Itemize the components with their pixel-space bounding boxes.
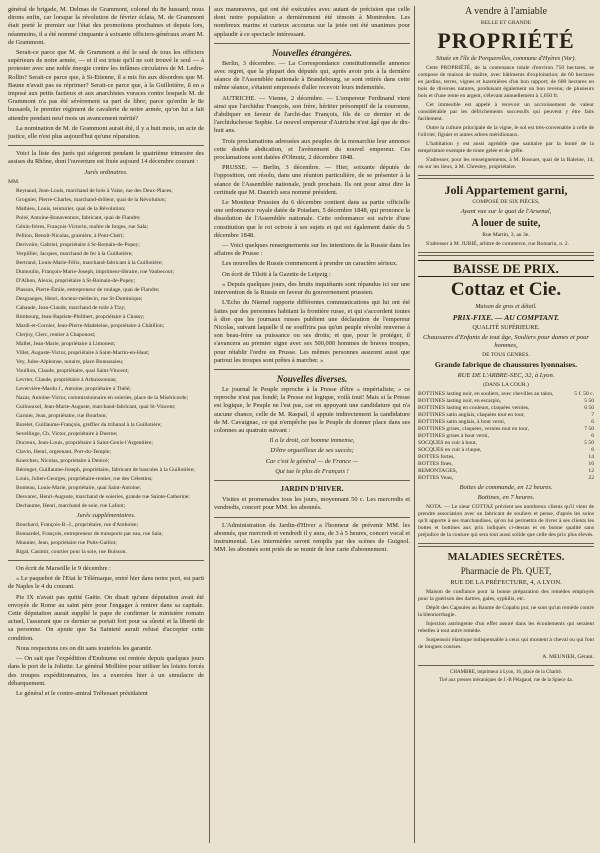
jury-entry: Génin-frères, François-Victorin, maître de forges, rue Sala; [16, 223, 149, 230]
divider [8, 145, 204, 146]
jury-entry: Vey, Jules-Alphonse, notaire, place Bonnassieu; [16, 358, 124, 365]
ad-text: (DANS LA COUR.) [483, 381, 529, 388]
price-value: 7 [591, 411, 594, 418]
ad-emphasis: Grande fabrique de chaussures lyonnaises. [434, 360, 578, 370]
verse-line: Qui tue le plus de Français ! [275, 467, 349, 475]
printer-imprint: CHAMBRE, imprimeur à Lyon, 16, place de la Charité. [450, 670, 562, 676]
price-row [418, 412, 594, 419]
jury-entry: Munnier, Jean, propriétaire rue Puits-Gaillot; [16, 540, 117, 547]
ad-title: A vendre à l'amiable [464, 6, 548, 17]
article-text: Visites et promenades tous les jours, moyennant 50 c. Les mercredis et vendredis, concert pour MM. les abonnés. [214, 496, 410, 512]
price-value: 6 [591, 418, 594, 425]
jury-entry: Bouchard, François-B.-J., propriétaire, rue d'Amboise; [16, 522, 139, 529]
jury-entry: Clerjoy, Clerc, rentier à Chaponost; [16, 331, 96, 338]
article-text: Les nouvelles de Russie commencent à prendre un caractère sérieux. [222, 260, 398, 268]
jury-entry: Dumoulin, François-Marie-Joseph, imprimeur-libraire, rue Vaubecour; [16, 268, 175, 275]
verse-line: Car c'est le général — de France — [265, 457, 359, 465]
ad-address: Rue Martin, 3, au 3e. [482, 232, 530, 239]
article-text: On écrit de Tilsitt à la Gazette de Leipzig : [222, 270, 331, 278]
jury-entry: Pellion, Benoît-Nicolas, gramière, à Pont-Chéri; [16, 232, 124, 239]
price-row [418, 398, 594, 405]
divider [418, 252, 594, 256]
ad-nota: NOTA. — Le sieur COTTAZ prévient ses nombreux clients qu'il vient de prendre association avec un fabricant de souliers et pense, d'après les soins qu'il apporte à ses marchandises, qu'on lui permettra de livrer à ses clients les bottes et bottines aux prix indiqués ci-dessus et en bonne qualité sans préjudice de la couture qui sera tout aussi solide que celle des prix plus élevés. [418, 504, 594, 539]
article-text: Le général et le contre-amiral Tréhouart présidaient [16, 689, 148, 697]
ad-text: Cette PROPRIÉTÉ, de la contenance totale d'environ 750 hectares, se compose de maison de maître, avec bâtiments d'exploitation; de 60 hectares en jardins, terres, vignes et luzernières d'un bon rapport; de 600 hectares en bois de diverses natures, produisant également un bon revenu; de plusieurs bois et d'une rente en argent, s'élevant annuellement à 1,050 fr. [418, 65, 594, 100]
jury-entry: Sevellinge, Ch. Victor, propriétaire à Duerne; [16, 430, 118, 437]
ad-text: L'habitation y est aussi agréable que sanitaire par la bonté de la température exempte de toute gelée et de grêle. [418, 141, 594, 155]
jury-entry: Villet, Auguste-Victor, propriétaire à Saint-Martin-en-Haut; [16, 349, 150, 356]
jury-entry: Bérenger, Guillaume-Joseph, propriétaire, fabricant de bascules à la Guillotière; [16, 466, 195, 473]
jury-entry: Poiré, Antoine-Bonaventure, fabricant, quai de Flandre; [16, 214, 141, 221]
price-item: BOTTINES satin anglais, à bout verni, [418, 418, 506, 425]
price-item: REMONTAGES, [418, 467, 458, 474]
ad-text: DE TOUS GENRES. [482, 352, 530, 359]
jury-entry: Verpillier, Jacques, marchand de fer à la Guillotière; [16, 250, 133, 257]
ad-text: Dépôt des Capsules au Baume de Copahu pur, ne sont qu'un remède contre la blennorrhagie. [418, 605, 594, 619]
price-row [418, 461, 594, 468]
jury-entry: Ducreux, Jean-Louis, propriétaire à Saint-Genis-l'Argentière; [16, 439, 153, 446]
price-value: 12 [588, 467, 594, 474]
jury-entry: Clavin, Henri, orgeenant, Port-du-Temple; [16, 448, 111, 455]
jury-entry: Vouillon, Claude, propriétaire, quai Saint-Vincent; [16, 367, 129, 374]
gerant-signature: A. MEUNIER, Gérant. [542, 654, 594, 661]
price-item: BOTTINES grises à bout verni, [418, 432, 489, 439]
jury-entry: Bonteau, Louis-Marie, propriétaire, quai Saint-Antoine; [16, 484, 142, 491]
section-heading-diverses: Nouvelles diverses. [276, 373, 348, 384]
ad-text: Ayant vue sur le quai de l'Arsenal, [460, 208, 552, 216]
divider [214, 517, 410, 518]
jury-entry: Cabaude, Jean-Claude, marchand de toile à Tizy; [16, 304, 126, 311]
divider [214, 480, 410, 481]
price-item: BOTTINES satin anglais, claquées tout en tour, [418, 411, 525, 418]
jury-entry: Bertrand, Louis-Marie-Félix, marchand-fabricant à la Guillotière; [16, 259, 163, 266]
article-text: L'Administration du Jardin-d'Hiver a l'honneur de prévenir MM. les abonnés, que mercredi et vendredi il y aura, de 3 à 5 heures, concert vocal et instrumental. Les intermèdes seront remplis par des scènes de Guignol. MM. les abonnés sont priés de se munir de leur carte d'abonnement. [214, 521, 410, 554]
jury-entry: Garnier, Jean, propriétaire, rue Bourbon; [16, 412, 107, 419]
price-item: BOTTINES lasting noir, en escarpin, [418, 397, 502, 404]
jury-list [8, 188, 204, 510]
price-item: SOCQUES en cuir à bout, [418, 439, 477, 446]
divider [418, 175, 594, 179]
jury-entry: Mardi-et-Cornier, Jean-Pierre-Madeleine, propriétaire à Châtillon; [16, 322, 165, 329]
jury-entry: Desvarec, Henri-Auguste, marchand de soieries, grande rue Sainte-Catherine; [16, 493, 190, 500]
jury-entry: Levrier, Claude, propriétaire à Arbuissonnas; [16, 376, 117, 383]
article-text: Serait-ce parce que M. de Grammont a été le seul de tous les officiers supérieurs de notre armée, — et il est triste qu'il ne soit trouvé le seul — à protester avec une noble énergie contre les infâmes circulaires de M. Ledru-Rollin? Serait-ce parce que, à St-Etienne, il a mis fin aux désordres que M. Baune n'avait pas su réprimer? Serait-ce parce que, à la Guillotière, il en a imposé aux petits factieux et aux anarchistes voraces contre lesquels M. de Grammont n'a pas été sévèrement sa part de libre; parce qu'enfin le 8e hussards, le premier régiment de cavalerie de notre armée, qu'on lui a fait attendre pendant neuf mois un avancement mérité? [8, 49, 204, 122]
price-row [418, 391, 594, 398]
jury-entry: Grognier, Pierre-Charles, marchand-drôleur, quai de la Révolution; [16, 196, 167, 203]
ad-text: QUALITÉ SUPÉRIEURE. [472, 323, 540, 331]
ad-subtitle: BELLE ET GRANDE [480, 20, 532, 26]
ad-address: RUE DE L'ARBRE-SEC, 32, à Lyon. [457, 371, 555, 379]
ad-text: Maison de gros et détail. [475, 303, 537, 311]
price-item: BOTTES fortes, [418, 453, 455, 460]
ad-headline: MALADIES SECRÈTES. [447, 552, 565, 564]
jury-entry: Louis, Julien-Georges, propriétaire-rentier, rue des Célestins; [16, 475, 153, 482]
ad-cottaz [418, 260, 594, 539]
ad-maladies [418, 551, 594, 651]
price-item: BOTTINES lasting noir, en souliers, avec chevilles au talon, [418, 390, 554, 397]
ad-text: S'adresser, pour les renseignements, à M. Bossuet, quai de la Baleine, 14; ou sur les lieux, à M. Chrestey, propriétaire. [418, 157, 594, 171]
price-item: BOTTINES grises, claquées, vernies tout en tour, [418, 425, 529, 432]
ad-text: Bottines, en 7 heures. [477, 494, 535, 502]
divider [418, 665, 594, 666]
article-text: aux manœuvres, qui ont été exécutées avec autant de précision que celle dont notre population a dernièrement été témoin à Montredon. Les nombreux marins et curieux accourus sur la jetée ont été unanimes pour applaudir à ce spectacle intéressant. [214, 6, 410, 38]
ad-text: Injection astringente d'un effet assuré dans les écoulements qui seraient rebelles à tout autre remède. [418, 621, 594, 635]
section-heading-jardin: JARDIN D'HIVER. [280, 483, 344, 493]
jury-entry: Levervière-Mardu J., Antoine, propriétaire à Thélé; [16, 385, 131, 392]
column-rule [414, 6, 415, 843]
jury-entry: Derivoire, Gabriel, propriétaire à St-Romain-de-Popey; [16, 241, 140, 248]
article-text: Voici la liste des jurés qui siégeront pendant le quatrième trimestre des assises du Rhône, dont l'ouverture est fixée aujourd 14 décembre courant : [8, 150, 204, 166]
article-text: Pie IX n'avait pas quitté Gaëte. On disait qu'une députation avait été envoyée de Rome au saint père pour l'engager à rentrer dans sa capitale. Cette députation aurait supplié le pape de confirmer le ministère romain actuel, l'assurant que ce dernier se portait fort pour sa sûreté et la liberté de sa personne. On ajoute que Sa Sainteté aurait refusé d'accepter cette condition. [8, 593, 204, 642]
section-heading-etrangeres: Nouvelles étrangères. [272, 47, 352, 58]
jury-entry: Nazar, Antoine-Victor, commissionnaire en soieries, place de la Miséricorde; [16, 394, 189, 401]
price-row [418, 454, 594, 461]
ad-text: Chaussures d'Enfants de tout âge, Souliers pour dames et pour hommes, [422, 334, 589, 350]
jury-entry: Burelet, Guillaume-François, greffier du tribunal à la Guillotière; [16, 421, 162, 428]
price-value: 14 [588, 453, 594, 460]
price-value: 22 [588, 474, 594, 481]
article-text: La nomination de M. de Grammont aurait été, il y a huit mois, un acte de justice, elle n'est plus aujourd'hui qu'une réparation. [8, 124, 204, 141]
ad-company: Pharmacie de Ph. QUET, [460, 566, 552, 577]
price-row [418, 468, 594, 475]
price-value: 6 [591, 446, 594, 453]
article-text: PRUSSE. — Berlin, 3 décembre. — Hier, soixante députés de l'opposition, ont résolu, dans une réunion particulière, de se présenter à la séance de l'Assemblée nationale, jeudi prochain. Ils ont pour ainsi dire la certitude que M. Daurich sera nommé président. [214, 164, 410, 196]
price-value: 6 50 [584, 404, 594, 411]
jury-entry: Guilnouxel, Jean-Marie-Auguste, marchand-fabricant, quai St-Vincent; [16, 403, 176, 410]
jury-entry: Bonnardel, François, entrepreneur de transports par eau, rue Sala; [16, 531, 163, 538]
jury-entry: Rigal, Casimir, courtier pour la soie, rue Buisson. [16, 549, 127, 556]
article-text: Nous respectons ces on dit sans toutefois les garantir. [16, 644, 153, 652]
ad-headline: PROPRIÉTÉ [437, 28, 575, 53]
ad-emphasis: A louer de suite, [471, 218, 541, 230]
article-text: Trois proclamations adressées aux peuples de la monarchie leur annonce cette double abdication, et l'avènement du nouvel empereur. Ces proclamations sont datées d'Olmutz, 2 décembre 1848. [214, 137, 410, 162]
ad-text: Maison de confiance pour la bonne préparation des remèdes employés pour la guérison des dartres, gales, syphilis, etc. [418, 589, 594, 603]
ad-headline: BAISSE DE PRIX. [418, 260, 594, 277]
jury-entry: Rimbourg, Jean-Baptiste-Philibert, propriétaire à Chassy; [16, 313, 145, 320]
price-value: 7 50 [584, 425, 594, 432]
price-row [418, 440, 594, 447]
jury-entry: Dechaume, Henri, marchand de soie, rue Lafont; [16, 502, 126, 509]
verse-line: D'être orgueilleux de ses succès; [270, 447, 354, 455]
price-row [418, 405, 594, 412]
article-text: AUTRICHE. — Vienne, 2 décembre. — L'empereur Ferdinand vient ainsi que l'archiduc François, son frère, héritier présomptif de la couronne, d'abdiquer en faveur de l'archi-duc François, fils de ce dernier et de l'archiduchesse Sophie. Le nouvel empereur d'Autriche n'est âgé que de dix-huit ans. [214, 94, 410, 135]
price-value: 5 50 [584, 439, 594, 446]
price-row [418, 475, 594, 482]
divider [8, 560, 204, 561]
ad-text: Suspensoir élastique indispensable à ceux qui montent à cheval ou qui font de longues courses. [418, 637, 594, 651]
divider [214, 43, 410, 44]
ad-propriete [418, 6, 594, 171]
ad-headline: Joli Appartement garni, [444, 183, 568, 198]
article-text: On écrit de Marseille le 9 décembre : [16, 565, 111, 573]
column-middle [214, 6, 410, 843]
price-value: 16 [588, 460, 594, 467]
divider [418, 543, 594, 547]
ad-text: Bottes de commande, en 12 heures. [459, 483, 553, 491]
jury-entry: Plasson, Pierre-Émile, entrepreneur de roulage, quai de Flandre; [16, 286, 160, 293]
column-ads [418, 6, 594, 843]
ad-appartement [418, 183, 594, 248]
jury-mm: MM. [8, 178, 20, 185]
price-value: 6 [591, 432, 594, 439]
price-value: 5 f. 50 c. [574, 390, 594, 397]
article-text: — On sait que l'expédition d'Endoume est rentrée depuis quelques jours dans le port de la Joliette. Le général Mollière pour utiliser les loisirs forcés des troupes expéditionnaires, les a exercées hier à un simulacre de débarquement. [8, 655, 204, 687]
price-item: SOCQUES en cuir à claque, [418, 446, 482, 453]
ad-text: Outre la culture principale de la vigne, le sol est très-convenable à celle de l'olivier, figuier et autres arbres méridionaux. [418, 125, 594, 139]
price-item: BOTTINES lasting en couleurs, claquées vernies, [418, 404, 530, 411]
price-row [418, 433, 594, 440]
article-text: L'Echo du Niemel rapporte différentes communications qui lui ont été faites par des personnes habitant la frontière russe, et qui s'accordent toutes à dire que les journaux russes publient une déclaration de l'empereur Nicolas, suivant laquelle il ne souffrira pas qu'un peuple révolté renverse à son beau-frère sa puissance ou ses droits; et que, pour le protéger, il s'avancera au premier signe avec ses 500,000 hommes de braves troupes, pour rétablir l'ordre en Prusse. Les mêmes personnes assurent aussi que partout les troupes sont prêtes à marcher. » [214, 299, 410, 364]
jury-entry: Mathieu, Louis, teinturier, quai de la Révolution; [16, 205, 126, 212]
article-text: — Voici quelques renseignements sur les intentions de la Russie dans les affaires de Prusse : [214, 242, 410, 258]
price-row [418, 426, 594, 433]
article-text: Berlin, 3 décembre. — La Correspondance constitutionnelle annonce avec regret, que la plupart des députés qui, après avoir pris à la dernière séance de l'Assemblée nationale à Brandebourg, se sont retirés dans cette même séance, s'étaient empressés d'aller recevoir leurs indemnités. [214, 59, 410, 92]
price-row [418, 447, 594, 454]
price-item: BOTTES fines, [418, 460, 453, 467]
ad-contact: S'adresser à M. JUBIÉ, arbitre de commerce, rue Romarin, n. 2. [426, 241, 569, 248]
press-imprint: Tiré aux presses mécaniques de J.-B Pélagaud, rue de la Spiece 4a. [439, 678, 573, 684]
verse-line: Il a le droit, cet homme immense, [269, 437, 355, 445]
jury-entry: Knerchen, Nicolas, propriétaire à Denicé; [16, 457, 110, 464]
article-text: Le Moniteur Prussien du 6 décembre contient dans sa partie officielle une ordonnance royale datée de Potsdam, 5 décembre 1848, qui prononce la dissolution de l'Assemblée nationale. Cette ordonnance est suivie d'une constitution que le roi octroie à ses sujets et qui est également datée du 5 décembre 1848. [214, 199, 410, 239]
article-text: Le journal le Peuple reproche à la Presse d'être « impérialiste; » ce reproche n'est pas fondé; la Presse est logique, voilà tout! Mais si la Presse est logique, le Peuple ne l'est pas, car en appuyant une candidature qui n'a aucune chance, celle de M. Raspail, il appuie indirectement la candidature de M. Cavaignac, ce qui n'empêche pas le Peuple de donner place dans ses colonnes au quatrain suivant : [214, 385, 410, 434]
ad-subtitle: COMPOSÉ DE SIX PIÈCES, [472, 199, 540, 206]
jury-entry: D'Albon, Alexis, propriétaire à St-Romain-de-Popey; [16, 277, 136, 284]
column-rule [209, 6, 210, 843]
article-text: « Depuis quelques jours, des bruits inquiétants sont répandus ici sur une intervention de la Russie en faveur du gouvernement prussien. [214, 280, 410, 297]
ad-location: Située en l'île de Porquerolles, commune d'Hyères (Var). [436, 55, 576, 62]
article-text: général de brigade, M. Delmas de Grammont, colonel du 8e hussard; nous dirons enfin, car lorsque la révolution de février éclata, M. de Grammont était porté le premier sur l'état des promotions prochaines et depuis lors, néanmoins, il a été nommé cinquante à soixante officiers-généraux avant M. de Grammont. [8, 6, 204, 46]
ad-text: Cet immeuble est appelé à recevoir un accroissement de valeur considérable par les défrichements successifs qui peuvent y être faits facilement. [418, 102, 594, 123]
jury-entry: Desgranges, Henri, docteur-médecin, rue St-Dominique; [16, 295, 143, 302]
ad-emphasis: PRIX-FIXE. — AU COMPTANT. [452, 312, 560, 322]
column-left [8, 6, 204, 843]
jury-entry: Reynaud, Jean-Louis, marchand de bois à Vaise, rue des Deux-Places; [16, 187, 173, 194]
price-row [418, 419, 594, 426]
price-value: 5 50 [584, 397, 594, 404]
article-text: « Le paquebot de l'Etat le Télémaque, entré hier dans notre port, est parti de Naples le 4 du courant. [8, 575, 204, 591]
jury-supp-heading: Jurés supplémentaires. [76, 511, 136, 519]
divider [214, 369, 410, 370]
jury-entry: Mallet, Jean-Marie, propriétaire à Limonest; [16, 340, 116, 347]
jury-heading: Jurés ordinaires. [84, 168, 128, 176]
ad-address: RUE DE LA PRÉFECTURE, 4, A LYON. [450, 579, 562, 587]
price-item: BOTTES Veau, [418, 474, 454, 481]
ad-company: Cottaz et Cie. [450, 279, 562, 301]
price-table [418, 391, 594, 482]
